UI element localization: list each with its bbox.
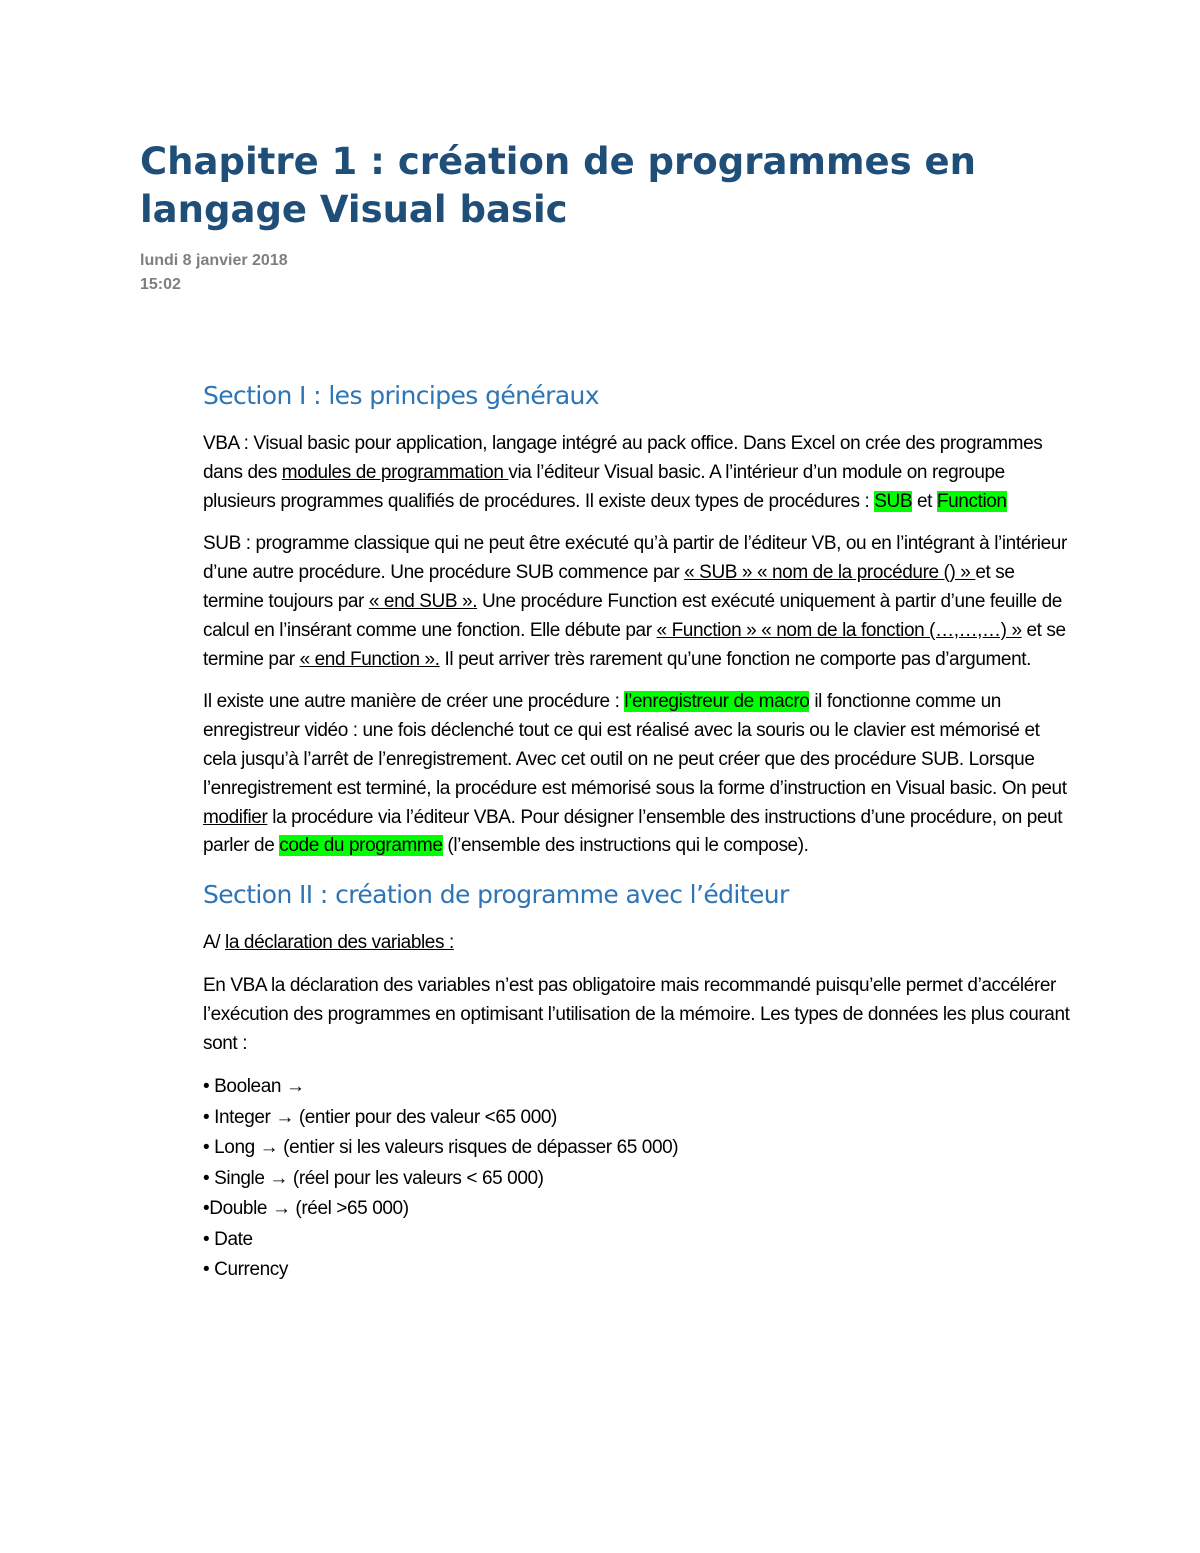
text: via l’éditeur Visual basic. A l’intérieur d’un module on regroupe plusieurs programmes qualifiés de procédures. Il existe deux types de procédures : xyxy=(203,461,1005,512)
list-item: • Integer → (entier pour des valeur <65 000) xyxy=(203,1106,557,1128)
highlighted-term: code du programme xyxy=(279,835,443,857)
text: la procédure via l’éditeur VBA. Pour désigner l’ensemble des instructions d’une procédure, on peut parler de xyxy=(203,806,1063,857)
subsection-a-heading xyxy=(203,929,1073,958)
list-item: • Boolean → xyxy=(203,1076,305,1098)
underlined-term: modules de programmation xyxy=(281,461,509,483)
list-item: • Single → (réel pour les valeurs < 65 000) xyxy=(203,1167,544,1189)
note-time: 15:02 xyxy=(140,276,181,293)
subsection-label: la déclaration des variables : xyxy=(225,932,454,954)
text: SUB : programme classique qui ne peut être exécuté qu’à partir de l’éditeur VB, ou en l’intégrant à l’intérieur d’une autre procédure. Une procédure SUB commence par xyxy=(203,533,1067,584)
highlighted-term: SUB xyxy=(874,490,913,512)
subsection-prefix: A/ xyxy=(203,932,226,954)
section-2-paragraph-1: En VBA la déclaration des variables n’est pas obligatoire mais recommandé puisqu’elle permet d’accélérer l’exécution des programmes en optimisant l’utilisation de la mémoire. Les types de données les plus courant sont : xyxy=(203,974,1070,1054)
section-1-paragraph-2 xyxy=(203,530,1073,674)
underlined-term: « SUB » « nom de la procédure () » xyxy=(684,562,976,584)
note-meta xyxy=(140,249,288,297)
text: il fonctionne comme un enregistreur vidéo : une fois déclenché tout ce qui est réalisé avec la souris ou le clavier est mémorisé et cela jusqu’à l’arrêt de l’enregistrement. Avec cet outil on ne peut créer que des procédure SUB. Lorsque l’enregistrement est terminé, la procédure est mémorisé sous la forme d’instruction en Visual basic. On peut xyxy=(203,691,1067,799)
text: et se termine par xyxy=(203,619,1066,670)
page-title: Chapitre 1 : création de programmes en langage Visual basic xyxy=(140,140,976,231)
text: Une procédure Function est exécuté uniquement à partir d’une feuille de calcul en l’insérant comme une fonction. Elle débute par xyxy=(203,590,1062,641)
list-item: • Date xyxy=(203,1228,253,1250)
note-body xyxy=(203,376,1073,1286)
text: (l’ensemble des instructions qui le compose). xyxy=(442,835,809,857)
underlined-term: « end SUB ». xyxy=(368,590,478,612)
text: VBA : Visual basic pour application, langage intégré au pack office. Dans Excel on crée des programmes dans des xyxy=(203,433,1043,483)
list-item: •Double → (réel >65 000) xyxy=(203,1198,409,1220)
text: et se termine toujours par xyxy=(203,562,1015,612)
highlighted-term: l’enregistreur de macro xyxy=(624,691,810,713)
highlighted-term: Function xyxy=(936,490,1007,512)
section-2-heading: Section II : création de programme avec l’éditeur xyxy=(203,880,789,910)
text: Il existe une autre manière de créer une procédure : xyxy=(203,691,625,713)
data-types-list xyxy=(203,1072,1073,1286)
list-item: • Currency xyxy=(203,1259,289,1281)
list-item: • Long → (entier si les valeurs risques de dépasser 65 000) xyxy=(203,1137,679,1159)
text: et xyxy=(912,490,937,512)
section-1-heading: Section I : les principes généraux xyxy=(203,381,599,410)
section-1-paragraph-1 xyxy=(203,430,1073,516)
text: Il peut arriver très rarement qu’une fonction ne comporte pas d’argument. xyxy=(439,648,1031,670)
note-date: lundi 8 janvier 2018 xyxy=(140,252,288,269)
underlined-term: « end Function ». xyxy=(299,648,440,670)
section-1-paragraph-3 xyxy=(203,688,1073,861)
underlined-term: modifier xyxy=(203,806,268,828)
underlined-term: « Function » « nom de la fonction (…,…,…) » xyxy=(656,619,1022,641)
